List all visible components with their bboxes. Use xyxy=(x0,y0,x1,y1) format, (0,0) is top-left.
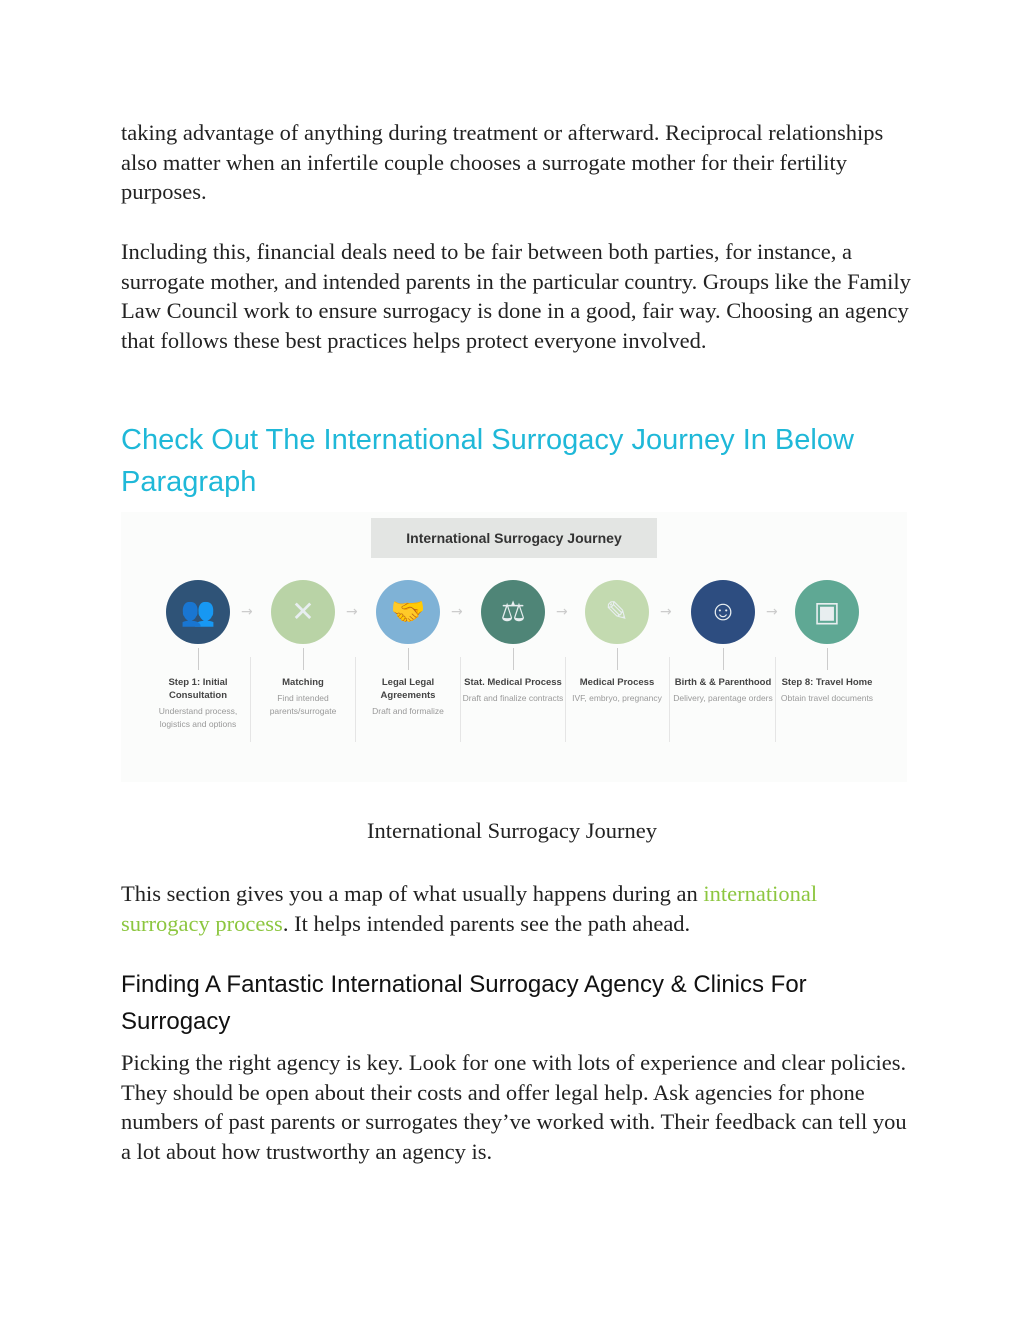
surrogacy-journey-infographic xyxy=(121,512,907,782)
step-description: Obtain travel documents xyxy=(780,693,874,703)
step-title: Matching xyxy=(282,677,324,688)
passport-icon: ▣ xyxy=(795,580,859,644)
paragraph xyxy=(121,879,911,938)
journey-step xyxy=(671,580,775,705)
step-title: Step 1: Initial Consultation xyxy=(168,677,228,701)
baby-icon: ☺ xyxy=(691,580,755,644)
step-title: Step 8: Travel Home xyxy=(781,677,873,688)
journey-step xyxy=(356,580,460,718)
matching-icon: ✕ xyxy=(271,580,335,644)
journey-step xyxy=(775,580,879,705)
medical-icon: ✎ xyxy=(585,580,649,644)
figure-caption: International Surrogacy Journey xyxy=(367,818,657,843)
step-title: Stat. Medical Process xyxy=(464,677,562,688)
arrow-right-icon: → xyxy=(346,604,358,620)
text: . It helps intended parents see the path ahead. xyxy=(282,910,691,936)
step-description: Draft and formalize xyxy=(372,706,444,716)
arrow-right-icon: → xyxy=(660,604,672,620)
section-heading: Finding A Fantastic International Surrogacy Agency & Clinics For Surrogacy xyxy=(121,971,807,1035)
international-surrogacy-process-link[interactable]: international surrogacy process xyxy=(121,881,818,936)
step-description: Draft and finalize contracts xyxy=(462,693,564,703)
paragraph: Picking the right agency is key. Look for one with lots of experience and clear policies. They should be open about their costs and offer legal help. Ask agencies for phone numbers of past parents or surrogates they’ve worked with. Their feedback can tell you a lot about how trustworthy an agency is. xyxy=(121,1050,907,1164)
gavel-icon: ⚖ xyxy=(481,580,545,644)
arrow-right-icon: → xyxy=(241,604,253,620)
connector xyxy=(408,648,409,670)
text: This section gives you a map of what usually happens during an xyxy=(121,881,704,906)
step-description: Delivery, parentage orders xyxy=(673,693,773,703)
journey-step xyxy=(565,580,669,705)
connector xyxy=(827,648,828,670)
infographic-title: International Surrogacy Journey xyxy=(371,518,657,558)
connector xyxy=(513,648,514,670)
consultation-icon: 👥 xyxy=(166,580,230,644)
step-description: Find intended parents/surrogate xyxy=(269,693,337,716)
paragraph: Including this, financial deals need to be fair between both parties, for instance, a surrogate mother, and intended parents in the particular country. Groups like the Family Law Council work to ensure surrogacy is done in a good, fair way. Choosing an agency that follows these best practices helps protect everyone involved. xyxy=(121,239,911,353)
journey-step xyxy=(461,580,565,705)
step-description: IVF, embryo, pregnancy xyxy=(572,693,662,703)
step-title: Medical Process xyxy=(579,677,655,688)
connector xyxy=(617,648,618,670)
divider xyxy=(669,657,670,742)
connector xyxy=(723,648,724,670)
journey-step xyxy=(146,580,250,731)
journey-step xyxy=(251,580,355,718)
connector xyxy=(303,648,304,670)
paragraph: taking advantage of anything during treatment or afterward. Reciprocal relationships also matter when an infertile couple chooses a surrogate mother for their fertility purposes. xyxy=(121,120,884,204)
step-description: Understand process, logistics and options xyxy=(158,706,238,729)
arrow-right-icon: → xyxy=(556,604,568,620)
step-title: Legal Legal Agreements xyxy=(380,677,436,701)
arrow-right-icon: → xyxy=(766,604,778,620)
handshake-icon: 🤝 xyxy=(376,580,440,644)
arrow-right-icon: → xyxy=(451,604,463,620)
connector xyxy=(198,648,199,670)
section-heading: Check Out The International Surrogacy Journey In Below Paragraph xyxy=(121,424,854,498)
step-title: Birth & & Parenthood xyxy=(674,677,772,688)
